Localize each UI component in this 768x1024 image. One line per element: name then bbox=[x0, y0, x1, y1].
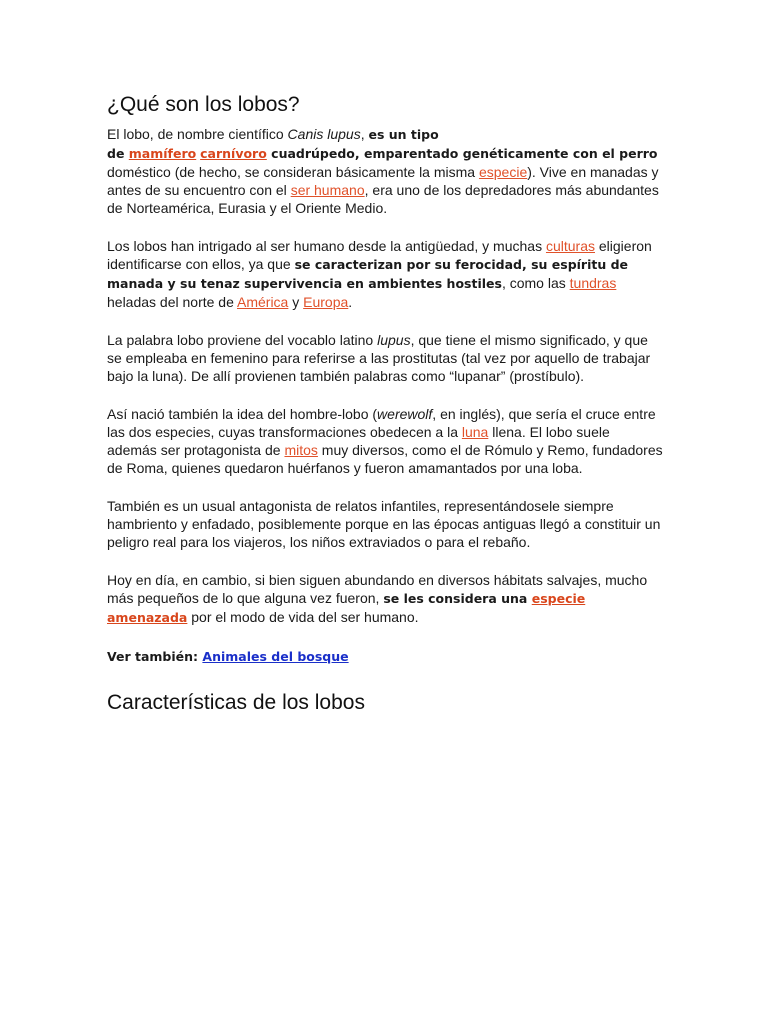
text: , era uno de los depredadores más abundantes de Norteamérica, Eurasia y el Oriente Medio. bbox=[107, 182, 659, 216]
text: , bbox=[360, 126, 369, 142]
link-luna[interactable]: luna bbox=[461, 424, 489, 440]
link-america[interactable]: América bbox=[237, 294, 289, 310]
latin-word: lupus bbox=[377, 332, 411, 348]
text: ). Vive en manadas y antes de su encuentro con el bbox=[107, 164, 659, 198]
paragraph-tales bbox=[107, 497, 663, 551]
bold-text: se caracterizan por su ferocidad, su espíritu de manada y su tenaz supervivencia en ambientes hostiles bbox=[107, 257, 629, 291]
bold-text: se les considera una bbox=[383, 591, 532, 606]
text: El lobo, de nombre científico bbox=[107, 126, 288, 142]
bold-text: es un tipo bbox=[368, 127, 439, 142]
english-word: werewolf bbox=[377, 406, 433, 422]
link-especie-amenazada[interactable]: especie amenazada bbox=[107, 591, 586, 625]
text: por el modo de vida del ser humano. bbox=[187, 609, 419, 625]
link-mitos[interactable]: mitos bbox=[284, 442, 318, 458]
text: Así nació también la idea del hombre-lobo ( bbox=[107, 406, 378, 422]
link-especie[interactable]: especie bbox=[478, 164, 528, 180]
text: La palabra lobo proviene del vocablo latino bbox=[107, 332, 378, 348]
text: doméstico (de hecho, se consideran básicamente la misma bbox=[107, 164, 479, 180]
link-culturas[interactable]: culturas bbox=[545, 238, 595, 254]
text: muy diversos, como el de Rómulo y Remo, fundadores de Roma, quienes quedaron huérfanos y fueron amamantados por una loba. bbox=[107, 442, 663, 476]
text: Los lobos han intrigado al ser humano desde la antigüedad, y muchas bbox=[107, 238, 546, 254]
text: , como las bbox=[501, 275, 570, 291]
text: heladas del norte de bbox=[107, 294, 237, 310]
paragraph-werewolf bbox=[107, 405, 663, 477]
paragraph-intro bbox=[107, 125, 663, 217]
paragraph-culture bbox=[107, 237, 663, 311]
page-title: ¿Qué son los lobos? bbox=[107, 93, 300, 116]
paragraph-etymology bbox=[107, 331, 663, 385]
text: También es un usual antagonista de relatos infantiles, representándosele siempre hambriento y enfadado, posiblemente porque en las épocas antiguas llegó a constituir un peligro real para los viajeros, los niños extraviados o para el rebaño. bbox=[107, 498, 661, 550]
text: , en inglés), que sería el cruce entre las dos especies, cuyas transformaciones obedecen a la bbox=[107, 406, 656, 440]
link-animales-del-bosque[interactable]: Animales del bosque bbox=[202, 649, 349, 664]
paragraph-endangered bbox=[107, 571, 663, 627]
text: , que tiene el mismo significado, y que se empleaba en femenino para referirse a las prostitutas (tal vez por aquello de trabajar bajo la luna). De allí provienen también palabras como “lupanar” (prostíbulo). bbox=[107, 332, 651, 384]
text: y bbox=[288, 294, 304, 310]
bold-text: cuadrúpedo, emparentado genéticamente con el perro bbox=[266, 146, 658, 161]
link-mamifero[interactable]: mamífero bbox=[128, 146, 197, 161]
text: llena. El lobo suele además ser protagonista de bbox=[107, 424, 610, 458]
see-also-label: Ver también: bbox=[107, 649, 203, 664]
link-carnivoro[interactable]: carnívoro bbox=[200, 146, 267, 161]
section-title: Características de los lobos bbox=[107, 691, 365, 714]
text: eligieron identificarse con ellos, ya que bbox=[107, 238, 652, 272]
bold-text: de bbox=[107, 146, 129, 161]
link-ser-humano[interactable]: ser humano bbox=[290, 182, 365, 198]
link-europa[interactable]: Europa bbox=[303, 294, 349, 310]
text: Hoy en día, en cambio, si bien siguen abundando en diversos hábitats salvajes, mucho más pequeños de lo que alguna vez fueron, bbox=[107, 572, 648, 606]
link-tundras[interactable]: tundras bbox=[569, 275, 617, 291]
scientific-name: Canis lupus bbox=[287, 126, 361, 142]
text: . bbox=[348, 294, 353, 310]
see-also bbox=[107, 647, 663, 666]
